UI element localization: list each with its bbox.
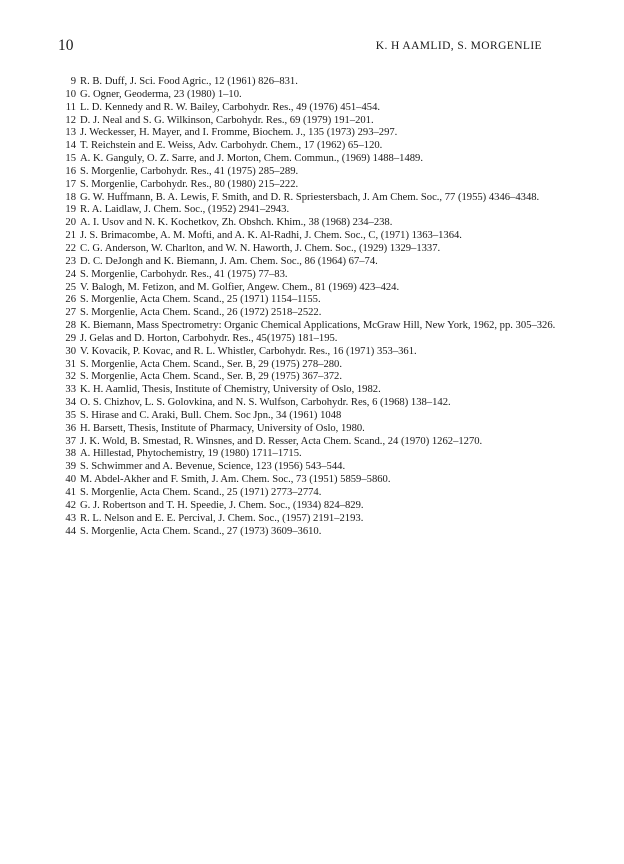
reference-item [58, 127, 558, 140]
reference-text: T. Reichstein and E. Weiss, Adv. Carbohydr. Chem., 17 (1962) 65–120. [80, 140, 383, 152]
reference-text: G. W. Huffmann, B. A. Lewis, F. Smith, and D. R. Spriestersbach, J. Am Chem. Soc., 77 (1955) 4346–4348. [80, 191, 540, 203]
reference-text: V. Kovacik, P. Kovac, and R. L. Whistler, Carbohydr. Res., 16 (1971) 353–361. [80, 345, 417, 357]
reference-text: D. J. Neal and S. G. Wilkinson, Carbohydr. Res., 69 (1979) 191–201. [80, 114, 374, 126]
reference-number: 13 [65, 127, 76, 139]
reference-text: R. B. Duff, J. Sci. Food Agric., 12 (1961) 826–831. [80, 76, 298, 87]
reference-text: R. L. Nelson and E. E. Percival, J. Chem. Soc., (1957) 2191–2193. [80, 512, 364, 524]
reference-item [58, 282, 558, 295]
reference-number: 15 [65, 153, 76, 165]
reference-item [58, 410, 558, 423]
reference-text: C. G. Anderson, W. Charlton, and W. N. Haworth, J. Chem. Soc., (1929) 1329–1337. [80, 242, 441, 254]
reference-item [58, 89, 558, 102]
reference-number: 14 [65, 140, 76, 152]
reference-text: S. Morgenlie, Acta Chem. Scand., 25 (1971) 2773–2774. [80, 487, 322, 498]
reference-text: S. Morgenlie, Acta Chem. Scand., 26 (1972) 2518–2522. [80, 307, 322, 319]
page-number: 10 [58, 37, 74, 54]
reference-number: 40 [65, 474, 76, 486]
reference-number: 36 [65, 422, 76, 434]
reference-number: 42 [65, 499, 76, 511]
reference-text: H. Barsett, Thesis, Institute of Pharmacy, University of Oslo, 1980. [80, 422, 365, 434]
reference-item [58, 333, 558, 346]
reference-item [58, 140, 558, 153]
reference-text: S. Schwimmer and A. Bevenue, Science, 123 (1956) 543–544. [80, 461, 346, 473]
reference-text: G. J. Robertson and T. H. Speedie, J. Chem. Soc., (1934) 824–829. [80, 499, 364, 511]
reference-text: J. Weckesser, H. Mayer, and I. Fromme, Biochem. J., 135 (1973) 293–297. [80, 127, 398, 139]
reference-number: 12 [65, 114, 76, 126]
reference-number: 28 [65, 320, 76, 332]
reference-text: M. Abdel-Akher and F. Smith, J. Am. Chem. Soc., 73 (1951) 5859–5860. [80, 474, 391, 486]
reference-item [58, 526, 558, 539]
reference-item [58, 179, 558, 192]
reference-number: 37 [65, 435, 76, 447]
reference-item [58, 500, 558, 513]
reference-text: A. I. Usov and N. K. Kochetkov, Zh. Obshch. Khim., 38 (1968) 234–238. [80, 217, 393, 229]
reference-number: 31 [65, 358, 76, 370]
reference-text: K. H. Aamlid, Thesis, Institute of Chemistry, University of Oslo, 1982. [80, 384, 381, 396]
reference-number: 17 [65, 178, 76, 190]
reference-text: J. Gelas and D. Horton, Carbohydr. Res., 45(1975) 181–195. [80, 332, 338, 344]
reference-text: A. K. Ganguly, O. Z. Sarre, and J. Morton, Chem. Commun., (1969) 1488–1489. [80, 153, 423, 165]
reference-item [58, 513, 558, 526]
reference-item [58, 294, 558, 307]
reference-item [58, 192, 558, 205]
reference-number: 39 [65, 461, 76, 473]
reference-number: 26 [65, 294, 76, 306]
reference-text: G. Ogner, Geoderma, 23 (1980) 1–10. [80, 88, 242, 100]
reference-text: J. K. Wold, B. Smestad, R. Winsnes, and D. Resser, Acta Chem. Scand., 24 (1970) 1262–1270. [80, 435, 483, 447]
reference-number: 41 [65, 487, 76, 498]
reference-number: 19 [65, 204, 76, 216]
reference-text: S. Morgenlie, Carbohydr. Res., 80 (1980) 215–222. [80, 178, 299, 190]
reference-item [58, 423, 558, 436]
reference-text: L. D. Kennedy and R. W. Bailey, Carbohydr. Res., 49 (1976) 451–454. [80, 101, 381, 113]
reference-number: 16 [65, 165, 76, 177]
reference-number: 27 [65, 307, 76, 319]
reference-item [58, 115, 558, 128]
reference-number: 38 [65, 448, 76, 460]
reference-list [58, 76, 558, 538]
reference-item [58, 307, 558, 320]
reference-number: 10 [65, 88, 76, 100]
reference-number: 24 [65, 268, 76, 280]
reference-number: 44 [65, 525, 76, 537]
reference-text: S. Morgenlie, Carbohydr. Res., 41 (1975) 285–289. [80, 165, 299, 177]
reference-number: 11 [65, 101, 76, 113]
reference-number: 29 [65, 332, 76, 344]
reference-number: 20 [65, 217, 76, 229]
reference-text: S. Morgenlie, Acta Chem. Scand., Ser. B, 29 (1975) 278–280. [80, 358, 342, 370]
reference-text: S. Morgenlie, Acta Chem. Scand., Ser. B, 29 (1975) 367–372. [80, 371, 342, 383]
reference-text: D. C. DeJongh and K. Biemann, J. Am. Chem. Soc., 86 (1964) 67–74. [80, 255, 378, 267]
reference-item [58, 269, 558, 282]
reference-item [58, 76, 558, 89]
reference-item [58, 102, 558, 115]
reference-item [58, 230, 558, 243]
reference-text: S. Morgenlie, Acta Chem. Scand., 25 (1971) 1154–1155. [80, 294, 321, 306]
reference-text: K. Biemann, Mass Spectrometry: Organic Chemical Applications, McGraw Hill, New York, 1962, pp. 305–326. [80, 320, 556, 332]
reference-number: 32 [65, 371, 76, 383]
reference-text: S. Morgenlie, Acta Chem. Scand., 27 (1973) 3609–3610. [80, 525, 322, 537]
reference-item [58, 153, 558, 166]
reference-text: R. A. Laidlaw, J. Chem. Soc., (1952) 2941–2943. [80, 204, 290, 216]
reference-item [58, 320, 558, 333]
reference-item [58, 243, 558, 256]
reference-item [58, 384, 558, 397]
reference-text: O. S. Chizhov, L. S. Golovkina, and N. S. Wulfson, Carbohydr. Res, 6 (1968) 138–142. [80, 397, 451, 409]
reference-text: S. Hirase and C. Araki, Bull. Chem. Soc Jpn., 34 (1961) 1048 [80, 409, 342, 421]
reference-item [58, 166, 558, 179]
reference-text: V. Balogh, M. Fetizon, and M. Golfier, Angew. Chem., 81 (1969) 423–424. [80, 281, 400, 293]
reference-item [58, 461, 558, 474]
reference-item [58, 371, 558, 384]
reference-item [58, 204, 558, 217]
reference-item [58, 487, 558, 500]
reference-item [58, 448, 558, 461]
reference-item [58, 359, 558, 372]
reference-item [58, 436, 558, 449]
reference-number: 22 [65, 242, 76, 254]
reference-item [58, 346, 558, 359]
reference-item [58, 256, 558, 269]
reference-number: 34 [65, 397, 76, 409]
running-head: K. H AAMLID, S. MORGENLIE [375, 40, 542, 52]
reference-number: 33 [65, 384, 76, 396]
reference-number: 25 [65, 281, 76, 293]
reference-number: 9 [70, 76, 76, 87]
reference-number: 30 [65, 345, 76, 357]
reference-text: A. Hillestad, Phytochemistry, 19 (1980) 1711–1715. [80, 448, 302, 460]
reference-number: 43 [65, 512, 76, 524]
reference-text: J. S. Brimacombe, A. M. Mofti, and A. K. Al-Radhi, J. Chem. Soc., C, (1971) 1363–1364. [80, 230, 462, 242]
reference-number: 21 [65, 230, 76, 242]
reference-item [58, 397, 558, 410]
reference-text: S. Morgenlie, Carbohydr. Res., 41 (1975) 77–83. [80, 268, 288, 280]
reference-number: 35 [65, 409, 76, 421]
reference-number: 23 [65, 255, 76, 267]
reference-item [58, 474, 558, 487]
reference-number: 18 [65, 191, 76, 203]
reference-item [58, 217, 558, 230]
